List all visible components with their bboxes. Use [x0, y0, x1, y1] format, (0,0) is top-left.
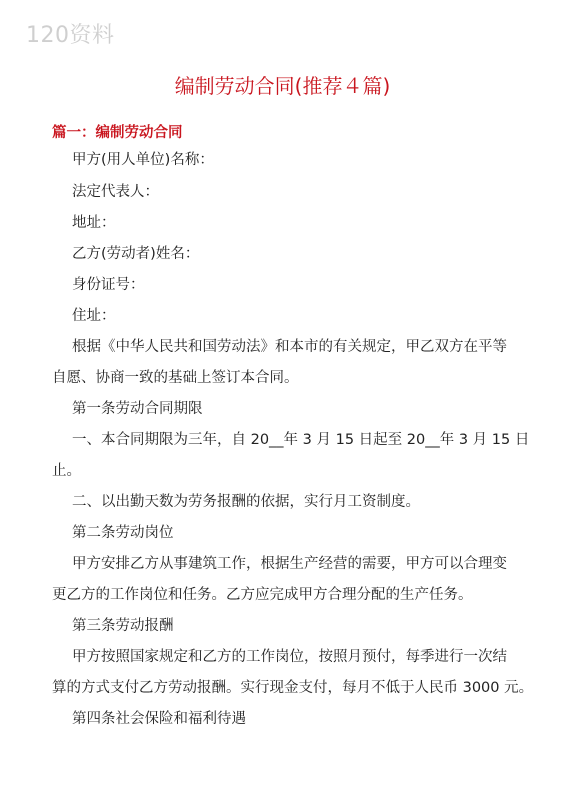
field-employer-name: 甲方(用人单位)名称：: [72, 152, 214, 168]
field-residence: 住址：: [72, 308, 116, 324]
article-heading: 第二条劳动岗位: [72, 525, 174, 541]
field-legal-representative: 法定代表人：: [72, 184, 159, 200]
paragraph-line: 止。: [52, 463, 81, 479]
article-heading: 第四条社会保险和福利待遇: [72, 711, 246, 727]
field-id-number: 身份证号：: [72, 277, 145, 293]
paragraph-line: 一、本合同期限为三年，自 20__年 3 月 15 日起至 20__年 3 月 15 日: [72, 432, 530, 448]
paragraph-line: 甲方按照国家规定和乙方的工作岗位，按照月预付，每季进行一次结: [72, 649, 507, 665]
paragraph-line: 自愿、协商一致的基础上签订本合同。: [52, 370, 299, 386]
field-address: 地址：: [72, 215, 116, 231]
paragraph-line: 根据《中华人民共和国劳动法》和本市的有关规定，甲乙双方在平等: [72, 339, 507, 355]
paragraph-line: 甲方安排乙方从事建筑工作，根据生产经营的需要，甲方可以合理变: [72, 556, 507, 572]
paragraph-line: 更乙方的工作岗位和任务。乙方应完成甲方合理分配的生产任务。: [52, 587, 473, 603]
watermark-logo-text: 120资料: [26, 23, 115, 48]
article-heading: 第三条劳动报酬: [72, 618, 174, 634]
article-heading: 第一条劳动合同期限: [72, 401, 203, 417]
paragraph-line: 二、以出勤天数为劳务报酬的依据，实行月工资制度。: [72, 494, 420, 510]
field-employee-name: 乙方(劳动者)姓名：: [72, 246, 200, 262]
document-title: 编制劳动合同(推荐４篇): [174, 74, 391, 98]
section-heading: 篇一：编制劳动合同: [52, 125, 183, 141]
paragraph-line: 算的方式支付乙方劳动报酬。实行现金支付，每月不低于人民币 3000 元。: [52, 680, 534, 696]
